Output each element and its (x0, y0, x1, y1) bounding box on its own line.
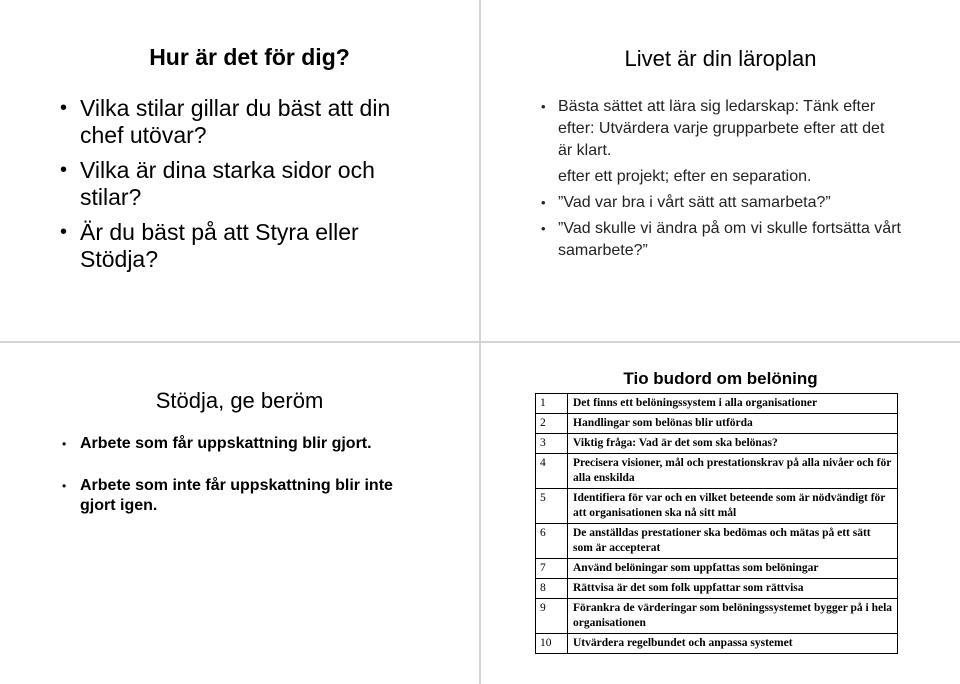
table-row (536, 489, 898, 524)
row-number: 9 (536, 599, 568, 634)
bullet-item: • ”Vad skulle vi ändra på om vi skulle fortsätta vårt samarbete?” (558, 218, 903, 262)
slide-2 (480, 0, 960, 342)
bullet-item: • Arbete som får uppskattning blir gjort. (80, 434, 410, 454)
row-text: Använd belöningar som uppfattas som belöningar (568, 559, 898, 579)
row-text: Precisera visioner, mål och prestationskrav på alla nivåer och för alla enskilda (568, 454, 898, 489)
table-row (536, 454, 898, 489)
table-row (536, 414, 898, 434)
slide-4 (480, 342, 960, 684)
bullet-item: • Är du bäst på att Styra eller Stödja? (80, 219, 430, 273)
budord-table (535, 393, 898, 654)
slide-2-paragraph: • Bästa sättet att lära sig ledarskap: Tänk efter efter: Utvärdera varje grupparbete efter att det är klart. (558, 96, 903, 162)
table-row (536, 394, 898, 414)
row-text: De anställdas prestationer ska bedömas och mätas på ett sätt som är accepterat (568, 524, 898, 559)
row-number: 2 (536, 414, 568, 434)
slide-1-title: Hur är det för dig? (149, 44, 350, 70)
table-row (536, 634, 898, 654)
row-number: 8 (536, 579, 568, 599)
row-number: 1 (536, 394, 568, 414)
slide-2-title: Livet är din läroplan (624, 46, 817, 71)
row-text: Utvärdera regelbundet och anpassa systemet (568, 634, 898, 654)
row-number: 6 (536, 524, 568, 559)
slide-2-body (558, 96, 903, 266)
slide-3-title: Stödja, ge beröm (155, 388, 324, 413)
row-text: Identifiera för var och en vilket beteende som är nödvändigt för att organisationen ska nå sitt mål (568, 489, 898, 524)
slide-4-title: Tio budord om belöning (623, 369, 818, 388)
row-number: 3 (536, 434, 568, 454)
bullet-item: • Vilka är dina starka sidor och stilar? (80, 157, 430, 211)
table-row (536, 579, 898, 599)
table-row (536, 434, 898, 454)
table-row (536, 524, 898, 559)
row-text: Rättvisa är det som folk uppfattar som rättvisa (568, 579, 898, 599)
slide-2-paragraph: efter ett projekt; efter en separation. (558, 168, 812, 185)
slide-2-bullet-list (558, 192, 903, 262)
bullet-item: • Vilka stilar gillar du bäst att din chef utövar? (80, 95, 430, 149)
row-number: 5 (536, 489, 568, 524)
slide-3-bullet-list (80, 434, 410, 538)
row-number: 4 (536, 454, 568, 489)
table-row (536, 599, 898, 634)
row-text: Förankra de värderingar som belöningssystemet bygger på i hela organisationen (568, 599, 898, 634)
row-text: Handlingar som belönas blir utförda (568, 414, 898, 434)
row-number: 10 (536, 634, 568, 654)
bullet-item: • Arbete som inte får uppskattning blir inte gjort igen. (80, 476, 410, 516)
table-row (536, 559, 898, 579)
row-text: Det finns ett belöningssystem i alla organisationer (568, 394, 898, 414)
row-text: Viktig fråga: Vad är det som ska belönas? (568, 434, 898, 454)
bullet-item: • ”Vad var bra i vårt sätt att samarbeta?” (558, 192, 903, 214)
row-number: 7 (536, 559, 568, 579)
slide-1 (0, 0, 480, 342)
slide-3 (0, 342, 480, 684)
slide-1-bullet-list (80, 95, 430, 281)
